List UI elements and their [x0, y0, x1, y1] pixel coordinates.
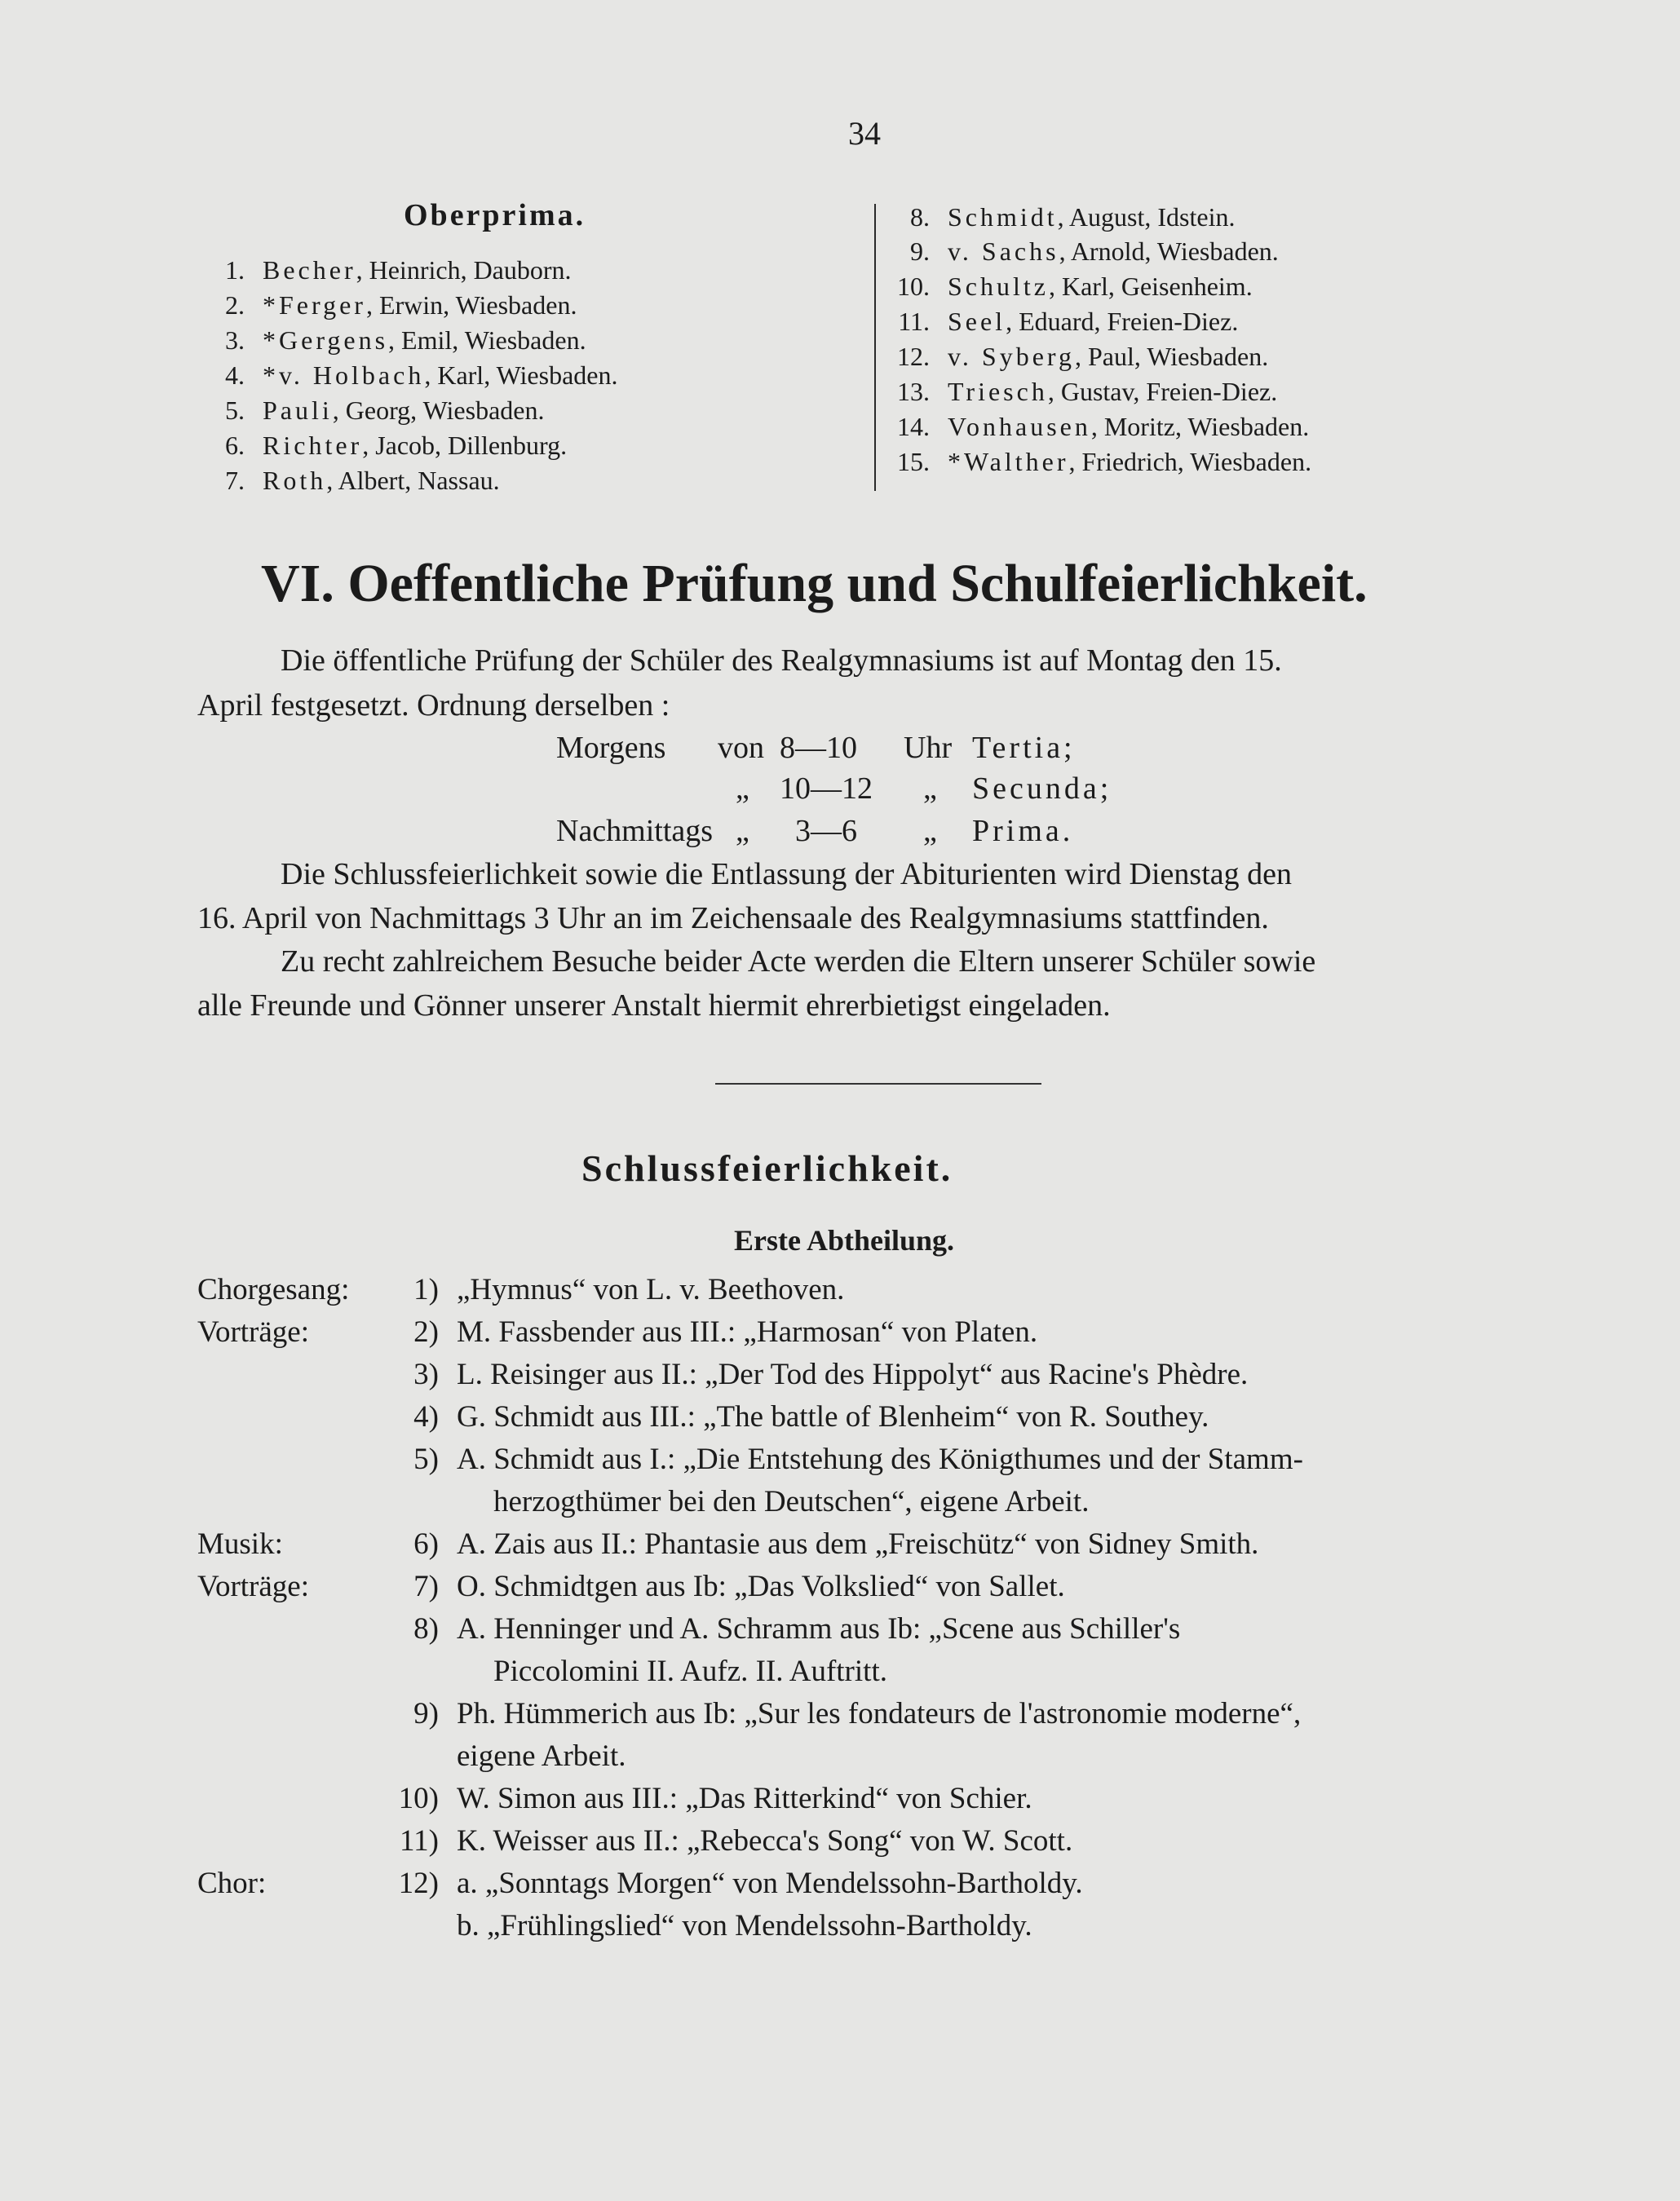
section-title: VI. Oeffentliche Prüfung und Schulfeierlichkeit. [261, 554, 1368, 613]
student-entry: 10. Schultz, Karl, Geisenheim. [897, 272, 1253, 301]
paragraph-line: 16. April von Nachmittags 3 Uhr an im Zeichensaale des Realgymnasiums stattfinden. [197, 901, 1269, 935]
document-page: 34 Oberprima. 1. Becher, Heinrich, Dauborn. 2. *Ferger, Erwin, Wiesbaden. 3. *Gergens, Emil, Wiesbaden. 4. *v. Holbach, Karl, Wiesbaden. 5. Pauli, Georg, Wiesbaden. 6. Richter, Jacob, Dillenburg. 7. Roth, Albert, Nassau. 8. Schmidt, August, Idstein. 9. v. Sachs, Arnold, Wiesbaden. 10. Schultz, Karl, Geisenheim. 11. Seel, Eduard, Freien-Diez. 12. v. Syberg, Paul, Wiesbaden. 13. Triesch, Gustav, Freien-Diez. 14. Vonhausen, Moritz, Wiesbaden. 15. *Walther, Friedrich, Wiesbaden. VI. Oeffentliche Prüfung und Schulfeierlichkeit. Die öffentliche Prüfung der Schüler des Realgymnasiums ist auf Montag den 15. April festgesetzt. Ordnung derselben : Morgens von 8—10 Uhr Tertia; „ 10—12 „ Secunda; Nachmittags „ 3—6 „ Prima. Die Schlussfeierlichkeit sowie die Entlassung der Abiturienten wird Dienstag den 16. April von Nachmittags 3 Uhr an im Zeichensaale des Realgymnasiums stattfinden. Zu recht zahlreichem Besuche beider Acte werden die Eltern unserer Schüler sowie alle Freunde und Gönner unserer Anstalt hiermit ehrerbietigst eingeladen. Schlussfeierlichkeit. Erste Abtheilung. Chorgesang: 1) „Hymnus“ von L. v. Beethoven. Vorträge: 2) M. Fassbender aus III.: „Harmosan“ von Platen. 3) L. Reisinger aus II.: „Der Tod des Hippolyt“ aus Racine's Phèdre. 4) G. Schmidt aus III.: „The battle of Blenheim“ von R. Southey. 5) A. Schmidt aus I.: „Die Entstehung des Königthumes und der Stamm- herzogthümer bei den Deutschen“, eigene Arbeit. Musik: 6) A. Zais aus II.: Phantasie aus dem „Freischütz“ von Sidney Smith. Vorträge: 7) O. Schmidtgen aus Ib: „Das Volkslied“ von Sallet. 8) A. Henninger und A. Schramm aus Ib: „Scene aus Schiller's Piccolomini II. Aufz. II. Auftritt. 9) Ph. Hümmerich aus Ib: „Sur les fondateurs de l'astronomie moderne“, eigene Arbeit. 10) W. Simon aus III.: „Das Ritterkind“ von Schier. 11) K. Weisser aus II.: „Rebecca's Song“ von W. Scott. Chor: 12) a. „Sonntags Morgen“ von Mendelssohn-Bartholdy. b. „Frühlingslied“ von Mendelssohn-Bartholdy. [197, 115, 1368, 1942]
student-entry: 9. v. Sachs, Arnold, Wiesbaden. [910, 236, 1279, 266]
student-entry: 7. Roth, Albert, Nassau. [225, 466, 500, 495]
student-entry: 3. *Gergens, Emil, Wiesbaden. [225, 325, 586, 355]
student-entry: 2. *Ferger, Erwin, Wiesbaden. [225, 290, 577, 320]
column-divider [874, 204, 876, 491]
paragraph-line: Die Schlussfeierlichkeit sowie die Entlassung der Abiturienten wird Dienstag den [281, 857, 1292, 891]
student-entry: 8. Schmidt, August, Idstein. [910, 202, 1236, 232]
student-entry: 1. Becher, Heinrich, Dauborn. [225, 255, 572, 285]
student-entry: 6. Richter, Jacob, Dillenburg. [225, 431, 568, 460]
student-entry: 5. Pauli, Georg, Wiesbaden. [225, 396, 545, 425]
student-entry: 13. Triesch, Gustav, Freien-Diez. [897, 377, 1278, 406]
paragraph-line: Die öffentliche Prüfung der Schüler des Realgymnasiums ist auf Montag den 15. [281, 643, 1282, 678]
student-entry: 12. v. Syberg, Paul, Wiesbaden. [897, 342, 1269, 371]
student-entry: 4. *v. Holbach, Karl, Wiesbaden. [225, 360, 618, 390]
student-entry: 15. *Walther, Friedrich, Wiesbaden. [897, 447, 1312, 476]
section-divider [715, 1083, 1041, 1085]
festivity-subtitle: Erste Abtheilung. [734, 1224, 955, 1257]
page-number: 34 [848, 115, 881, 152]
festivity-title: Schlussfeierlichkeit. [581, 1147, 953, 1189]
paragraph-line: Zu recht zahlreichem Besuche beider Acte werden die Eltern unserer Schüler sowie [281, 944, 1316, 979]
oberprima-title: Oberprima. [404, 198, 586, 232]
student-entry: 11. Seel, Eduard, Freien-Diez. [898, 307, 1239, 336]
paragraph-line: alle Freunde und Gönner unserer Anstalt hiermit ehrerbietigst eingeladen. [197, 988, 1111, 1023]
paragraph-line: April festgesetzt. Ordnung derselben : [197, 688, 670, 723]
student-entry: 14. Vonhausen, Moritz, Wiesbaden. [897, 412, 1310, 441]
